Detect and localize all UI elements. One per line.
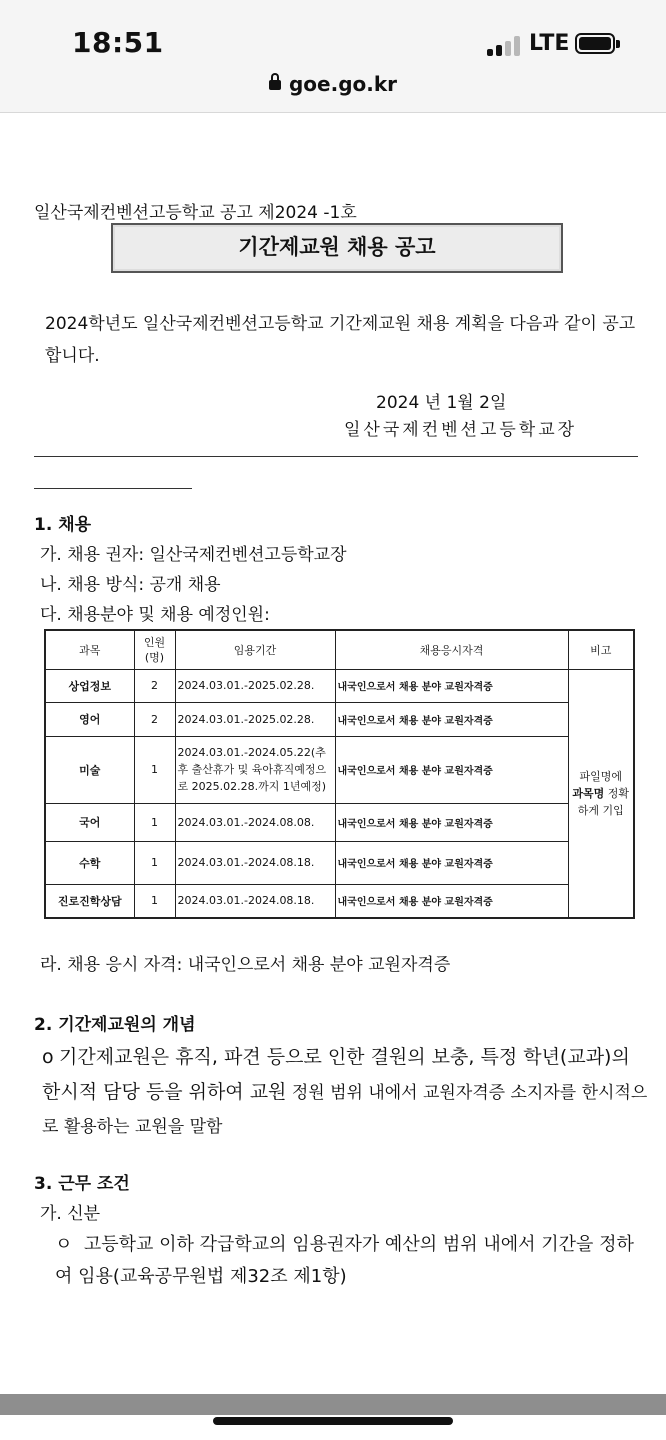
- row-subject: 영어: [45, 702, 134, 736]
- table-row: [45, 702, 634, 736]
- recruitment-table: [44, 629, 635, 919]
- divider-line-short: [34, 488, 192, 489]
- section-1-item-a: 가. 채용 권자: 일산국제컨벤션고등학교장: [40, 545, 347, 565]
- section-1-item-c: 다. 채용분야 및 채용 예정인원:: [40, 605, 270, 625]
- url-text: goe.go.kr: [288, 72, 398, 96]
- section-1-heading: 1. 채용: [34, 515, 92, 535]
- section-2-heading: 2. 기간제교원의 개념: [34, 1015, 196, 1035]
- section-1-item-d: 라. 채용 응시 자격: 내국인으로서 채용 분야 교원자격증: [40, 955, 451, 975]
- section-2-text-large: 기간제교원은 휴직, 파견 등으로 인한 결원의 보충, 특정 학년(교과)의 한시적 담당 등을 위하여 교원: [42, 1046, 630, 1103]
- row-subject: 수학: [45, 841, 134, 884]
- row-qualification: 내국인으로서 채용 분야 교원자격증: [335, 841, 568, 884]
- row-qualification: 내국인으로서 채용 분야 교원자격증: [335, 803, 568, 841]
- title-box: [111, 223, 563, 273]
- network-type: LTE: [529, 31, 570, 56]
- home-indicator[interactable]: [213, 1417, 453, 1425]
- section-3-text: 고등학교 이하 각급학교의 임용권자가 예산의 범위 내에서 기간을 정하여 임용(교육공무원법 제32조 제1항): [55, 1234, 634, 1287]
- section-2-paragraph: [42, 1040, 652, 1144]
- section-1-item-b: 나. 채용 방식: 공개 채용: [40, 575, 221, 595]
- row-period: 2024.03.01.-2024.05.22(추후 출산휴가 및 육아휴직예정으로 2025.02.28.까지 1년예정): [175, 736, 335, 803]
- notice-number: 일산국제컨벤션고등학교 공고 제2024 -1호: [34, 203, 357, 223]
- section-3-paragraph: [55, 1229, 650, 1293]
- table-header-row: [45, 630, 634, 669]
- row-period: 2024.03.01.-2024.08.18.: [175, 884, 335, 918]
- section-3-heading: 3. 근무 조건: [34, 1174, 130, 1194]
- row-count: 1: [134, 884, 175, 918]
- row-count: 1: [134, 803, 175, 841]
- row-period: 2024.03.01.-2025.02.28.: [175, 702, 335, 736]
- intro-paragraph: 2024학년도 일산국제컨벤션고등학교 기간제교원 채용 계획을 다음과 같이 공고합니다.: [45, 314, 636, 366]
- header-period: 임용기간: [175, 630, 335, 669]
- address-bar[interactable]: [0, 72, 666, 96]
- row-subject: 미술: [45, 736, 134, 803]
- battery-full-icon: [575, 33, 615, 54]
- row-count: 2: [134, 669, 175, 702]
- row-period: 2024.03.01.-2025.02.28.: [175, 669, 335, 702]
- header-count: 인원 (명): [134, 630, 175, 669]
- row-subject: 국어: [45, 803, 134, 841]
- table-row: [45, 884, 634, 918]
- notice-date: 2024 년 1월 2일: [376, 393, 507, 413]
- lock-icon: [269, 80, 281, 90]
- status-bar: [0, 0, 666, 113]
- row-period: 2024.03.01.-2024.08.08.: [175, 803, 335, 841]
- bullet-marker: ㅇ: [55, 1234, 73, 1255]
- row-count: 1: [134, 736, 175, 803]
- header-subject: 과목: [45, 630, 134, 669]
- row-qualification: 내국인으로서 채용 분야 교원자격증: [335, 884, 568, 918]
- row-period: 2024.03.01.-2024.08.18.: [175, 841, 335, 884]
- principal-signature: 일산국제컨벤션고등학교장: [344, 420, 578, 440]
- row-subject: 상업정보: [45, 669, 134, 702]
- bottom-toolbar-edge: [0, 1394, 666, 1415]
- header-note: 비고: [568, 630, 634, 669]
- section-2-text-small: 정원 범위 내에서 교원자격증 소지자를 한시적으로 활용하는 교원을 말함: [42, 1083, 648, 1137]
- row-count: 2: [134, 702, 175, 736]
- status-time: 18:51: [72, 26, 164, 59]
- table-row: [45, 736, 634, 803]
- section-3-item-a: 가. 신분: [40, 1204, 101, 1224]
- table-row: [45, 803, 634, 841]
- table-row: [45, 841, 634, 884]
- header-qualification: 채용응시자격: [335, 630, 568, 669]
- row-qualification: 내국인으로서 채용 분야 교원자격증: [335, 736, 568, 803]
- row-qualification: 내국인으로서 채용 분야 교원자격증: [335, 669, 568, 702]
- cellular-signal-icon: [487, 34, 521, 56]
- divider-line: [34, 456, 638, 457]
- note-cell: 파일명에 과목명 정확하게 기입: [568, 669, 634, 918]
- row-qualification: 내국인으로서 채용 분야 교원자격증: [335, 702, 568, 736]
- bullet-marker: o: [42, 1046, 54, 1068]
- table-row: [45, 669, 634, 702]
- row-subject: 진로진학상담: [45, 884, 134, 918]
- row-count: 1: [134, 841, 175, 884]
- document-title: 기간제교원 채용 공고: [238, 235, 436, 259]
